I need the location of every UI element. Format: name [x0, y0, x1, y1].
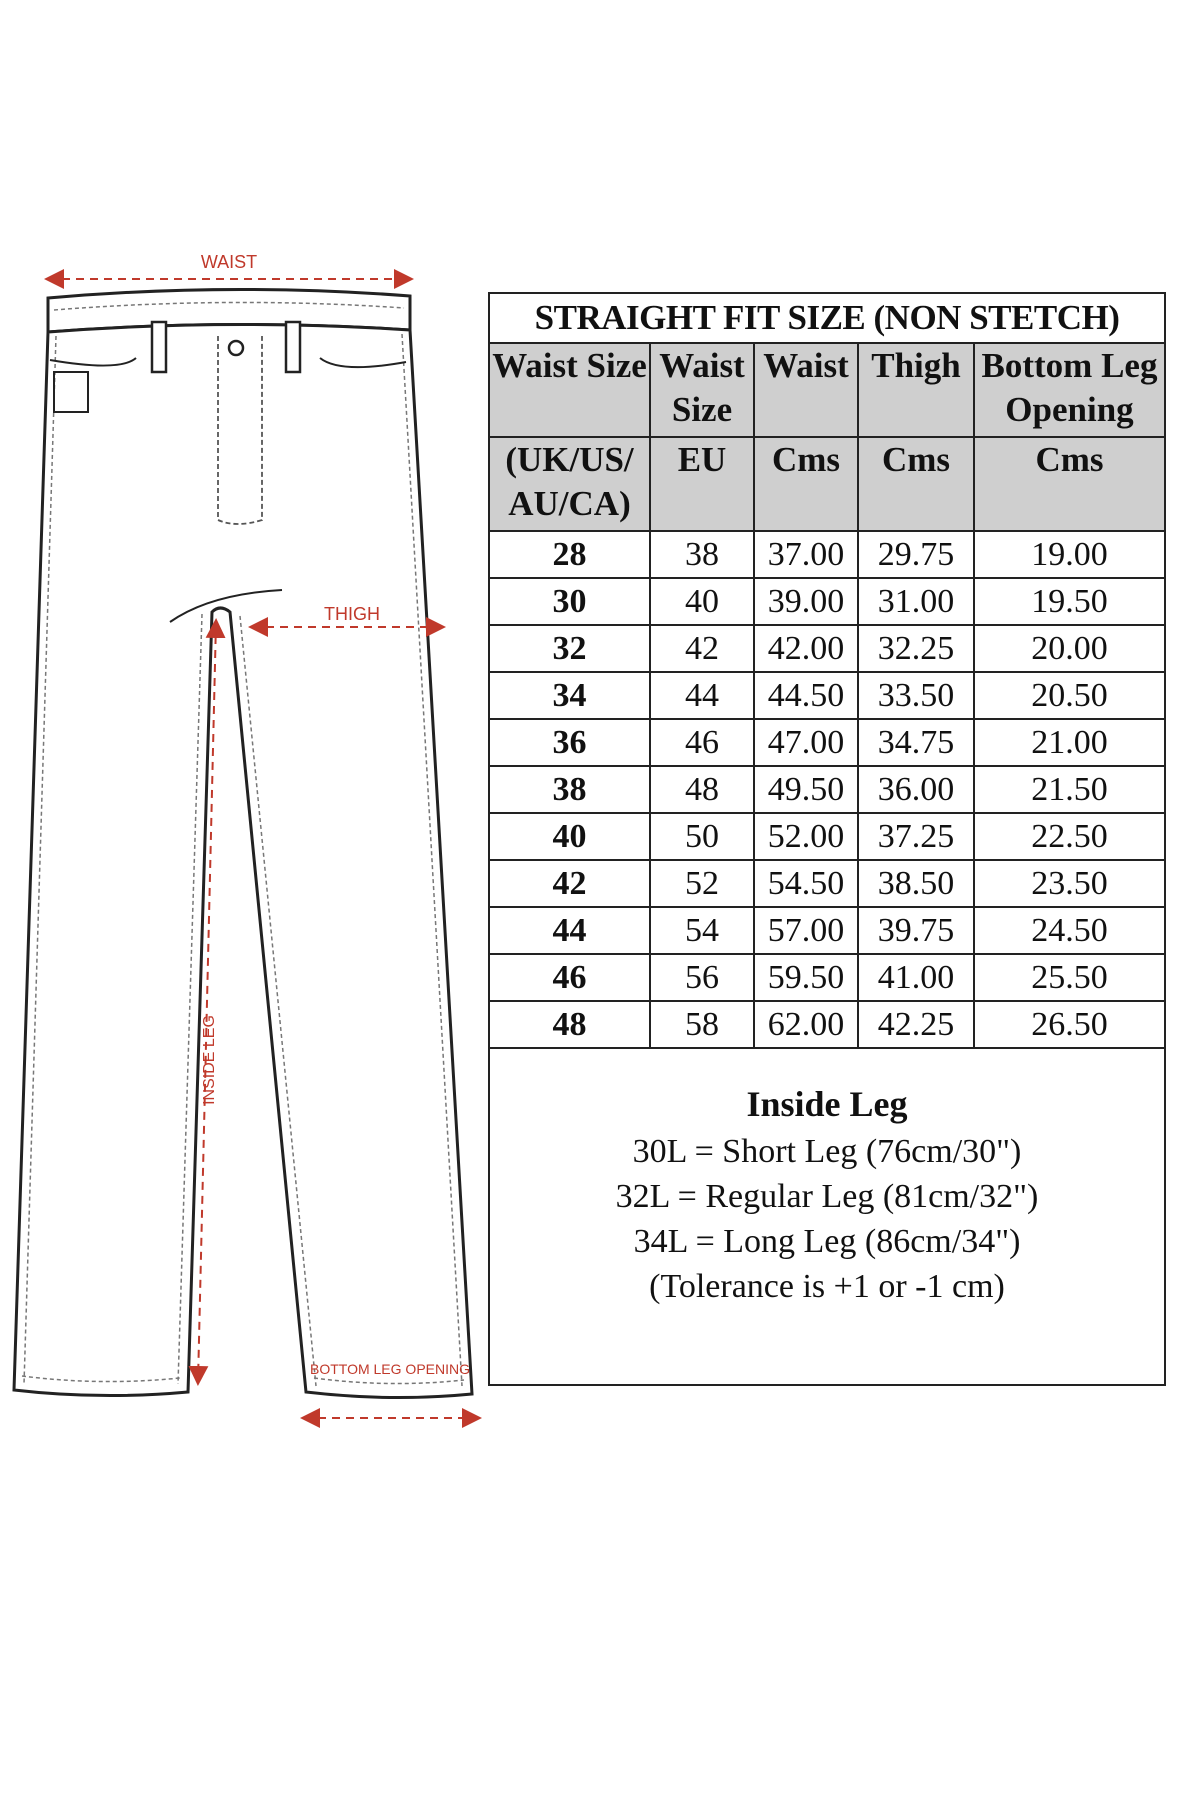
table-cell: 26.50: [974, 1001, 1164, 1048]
table-cell: 58: [650, 1001, 754, 1048]
table-row: [490, 672, 1164, 719]
table-cell: 54.50: [754, 860, 858, 907]
table-row: [490, 531, 1164, 578]
table-row: [490, 954, 1164, 1001]
table-cell: 38: [490, 766, 650, 813]
header-cell: Cms: [754, 437, 858, 531]
table-cell: 20.00: [974, 625, 1164, 672]
table-cell: 19.00: [974, 531, 1164, 578]
table-cell: 42.25: [858, 1001, 974, 1048]
jeans-diagram: [0, 0, 488, 1460]
inside-leg-info: [490, 1082, 1164, 1309]
size-chart: [488, 292, 1166, 1386]
inside-leg-line: 34L = Long Leg (86cm/34"): [633, 1223, 1021, 1260]
table-cell: 37.00: [754, 531, 858, 578]
header-cell: Waist Size: [650, 343, 754, 437]
table-cell: 28: [490, 531, 650, 578]
table-cell: 22.50: [974, 813, 1164, 860]
table-cell: 19.50: [974, 578, 1164, 625]
waist-label: WAIST: [200, 252, 258, 272]
table-cell: 41.00: [858, 954, 974, 1001]
table-cell: 38.50: [858, 860, 974, 907]
header-row-1: [490, 343, 1164, 437]
table-cell: 42: [490, 860, 650, 907]
table-cell: 31.00: [858, 578, 974, 625]
header-cell: EU: [650, 437, 754, 531]
table-row: [490, 1001, 1164, 1048]
chart-title: STRAIGHT FIT SIZE (NON STETCH): [490, 294, 1164, 343]
table-cell: 38: [650, 531, 754, 578]
table-cell: 62.00: [754, 1001, 858, 1048]
table-row: [490, 813, 1164, 860]
table-cell: 52.00: [754, 813, 858, 860]
table-cell: 23.50: [974, 860, 1164, 907]
table-cell: 24.50: [974, 907, 1164, 954]
inside-leg-line: 32L = Regular Leg (81cm/32"): [615, 1178, 1039, 1215]
table-cell: 36.00: [858, 766, 974, 813]
bottom-leg-opening-label: BOTTOM LEG OPENING: [310, 1361, 470, 1377]
inside-leg-line: 30L = Short Leg (76cm/30"): [632, 1133, 1022, 1170]
table-cell: 34.75: [858, 719, 974, 766]
table-cell: 25.50: [974, 954, 1164, 1001]
table-cell: 48: [490, 1001, 650, 1048]
table-cell: 44: [650, 672, 754, 719]
table-cell: 32: [490, 625, 650, 672]
table-cell: 44.50: [754, 672, 858, 719]
table-cell: 47.00: [754, 719, 858, 766]
table-cell: 37.25: [858, 813, 974, 860]
table-cell: 52: [650, 860, 754, 907]
header-cell: Waist: [754, 343, 858, 437]
table-cell: 42.00: [754, 625, 858, 672]
header-cell: Cms: [858, 437, 974, 531]
table-cell: 39.00: [754, 578, 858, 625]
header-row-2: [490, 437, 1164, 531]
table-cell: 39.75: [858, 907, 974, 954]
table-cell: 57.00: [754, 907, 858, 954]
button-icon: [229, 341, 243, 355]
table-cell: 30: [490, 578, 650, 625]
size-table: [490, 294, 1164, 1049]
table-cell: 33.50: [858, 672, 974, 719]
table-cell: 56: [650, 954, 754, 1001]
table-cell: 46: [490, 954, 650, 1001]
header-cell: (UK/US/ AU/CA): [490, 437, 650, 531]
pants-outline: [14, 289, 472, 1397]
table-row: [490, 766, 1164, 813]
table-cell: 21.00: [974, 719, 1164, 766]
table-row: [490, 625, 1164, 672]
thigh-label: THIGH: [324, 604, 380, 624]
table-cell: 36: [490, 719, 650, 766]
table-row: [490, 578, 1164, 625]
table-cell: 50: [650, 813, 754, 860]
header-cell: Thigh: [858, 343, 974, 437]
table-row: [490, 907, 1164, 954]
table-cell: 34: [490, 672, 650, 719]
table-cell: 40: [650, 578, 754, 625]
table-cell: 42: [650, 625, 754, 672]
inside-leg-label: INSIDE LEG: [201, 1015, 218, 1105]
table-cell: 44: [490, 907, 650, 954]
header-cell: Waist Size: [490, 343, 650, 437]
table-cell: 46: [650, 719, 754, 766]
inside-leg-line: (Tolerance is +1 or -1 cm): [649, 1268, 1005, 1305]
table-cell: 29.75: [858, 531, 974, 578]
table-cell: 48: [650, 766, 754, 813]
table-cell: 49.50: [754, 766, 858, 813]
table-cell: 54: [650, 907, 754, 954]
table-cell: 32.25: [858, 625, 974, 672]
table-row: [490, 719, 1164, 766]
table-cell: 21.50: [974, 766, 1164, 813]
table-row: [490, 860, 1164, 907]
table-cell: 40: [490, 813, 650, 860]
table-cell: 59.50: [754, 954, 858, 1001]
header-cell: Bottom Leg Opening: [974, 343, 1164, 437]
inside-leg-title: Inside Leg: [746, 1084, 908, 1124]
header-cell: Cms: [974, 437, 1164, 531]
table-cell: 20.50: [974, 672, 1164, 719]
